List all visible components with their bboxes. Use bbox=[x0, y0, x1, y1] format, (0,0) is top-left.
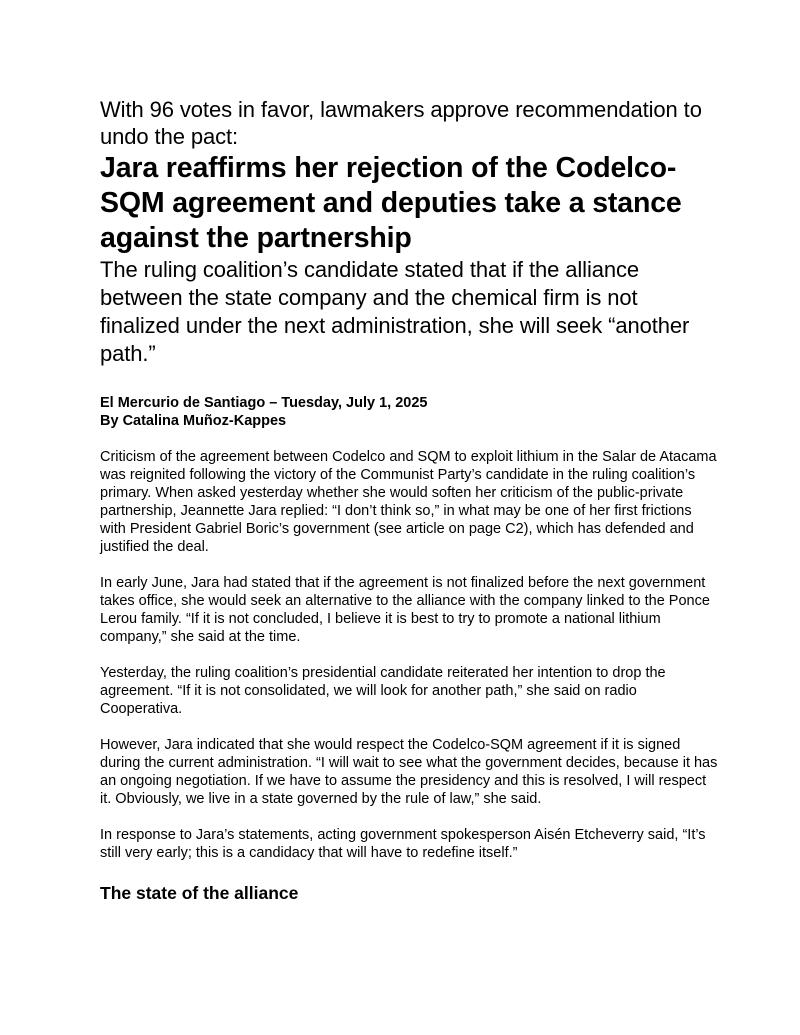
section-subheading: The state of the alliance bbox=[100, 883, 299, 903]
article-deck: The ruling coalition’s candidate stated that if the alliance between the state company and the chemical firm is not finalized under the next administration, she will seek “another path.” bbox=[100, 257, 690, 366]
article-body bbox=[100, 448, 720, 862]
article-headline: Jara reaffirms her rejection of the Codelco-SQM agreement and deputies take a stance against the partnership bbox=[100, 152, 682, 254]
byline bbox=[100, 394, 720, 430]
body-paragraph: In response to Jara’s statements, acting government spokesperson Aisén Etcheverry said, “It’s still very early; this is a candidacy that will have to redefine itself.” bbox=[100, 827, 706, 861]
body-paragraph: However, Jara indicated that she would respect the Codelco-SQM agreement if it is signed during the current administration. “I will wait to see what the government decides, because it has an ongoing negotiation. If we have to assume the presidency and this is resolved, I will respect it. Obviously, we live in a state governed by the rule of law,” she said. bbox=[100, 737, 718, 807]
body-paragraph: In early June, Jara had stated that if the agreement is not finalized before the next government takes office, she would seek an alternative to the alliance with the company linked to the Ponce Lerou family. “If it is not concluded, I believe it is best to try to promote a national lithium company,” she said at the time. bbox=[100, 575, 710, 645]
body-paragraph: Yesterday, the ruling coalition’s presidential candidate reiterated her intention to drop the agreement. “If it is not consolidated, we will look for another path,” she said on radio Cooperativa. bbox=[100, 665, 666, 717]
article bbox=[100, 96, 720, 922]
author-line: By Catalina Muñoz-Kappes bbox=[100, 413, 287, 429]
body-paragraph: Criticism of the agreement between Codelco and SQM to exploit lithium in the Salar de Atacama was reignited following the victory of the Communist Party’s candidate in the ruling coalition’s primary. When asked yesterday whether she would soften her criticism of the public-private partnership, Jeannette Jara replied: “I don’t think so,” in what may be one of her first frictions with President Gabriel Boric’s government (see article on page C2), which has defended and justified the deal. bbox=[100, 449, 717, 555]
article-kicker: With 96 votes in favor, lawmakers approve recommendation to undo the pact: bbox=[100, 97, 702, 149]
source-line: El Mercurio de Santiago – Tuesday, July 1, 2025 bbox=[100, 395, 428, 411]
